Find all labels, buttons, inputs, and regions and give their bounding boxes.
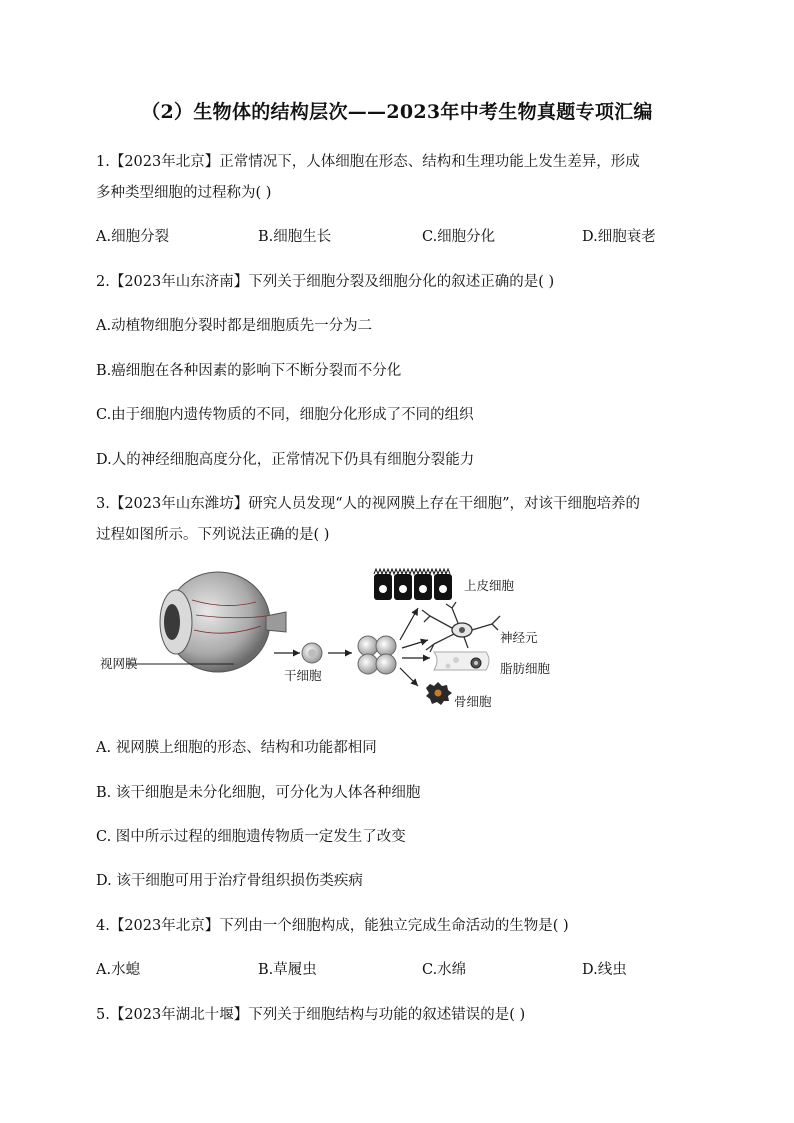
arrow-to-bone <box>400 668 418 686</box>
q2-stem: 2.【2023年山东济南】下列关于细胞分裂及细胞分化的叙述正确的是( ) <box>96 274 555 290</box>
q3-option-b: B. 该干细胞是未分化细胞，可分化为人体各种细胞 <box>96 785 421 801</box>
page-title: （2）生物体的结构层次——2023年中考生物真题专项汇编 <box>141 101 653 123</box>
q4-option-b: B.草履虫 <box>258 962 317 978</box>
dividing-cells-icon <box>358 636 396 674</box>
q3-option-c: C. 图中所示过程的细胞遗传物质一定发生了改变 <box>96 829 406 845</box>
q4-option-d: D.线虫 <box>582 962 627 978</box>
q1-option-d: D.细胞衰老 <box>582 229 656 245</box>
q3-stem-line1: 3.【2023年山东潍坊】研究人员发现“人的视网膜上存在干细胞”，对该干细胞培养的 <box>96 496 641 512</box>
q1-option-b: B.细胞生长 <box>258 229 332 245</box>
label-neuron: 神经元 <box>500 630 538 645</box>
q5-stem: 5.【2023年湖北十堰】下列关于细胞结构与功能的叙述错误的是( ) <box>96 1007 526 1023</box>
arrow-to-neuron <box>402 640 428 648</box>
label-bone: 骨细胞 <box>454 694 492 709</box>
bone-cell-icon <box>426 682 452 705</box>
eye-illustration <box>160 572 286 672</box>
q2-option-d: D.人的神经细胞高度分化，正常情况下仍具有细胞分裂能力 <box>96 452 475 468</box>
q1-option-c: C.细胞分化 <box>422 229 496 245</box>
q4-option-a: A.水螅 <box>96 962 141 978</box>
q4-stem: 4.【2023年北京】下列由一个细胞构成，能独立完成生命活动的生物是( ) <box>96 918 569 934</box>
q2-option-a: A.动植物细胞分裂时都是细胞质先一分为二 <box>96 318 373 334</box>
q3-stem-line2: 过程如图所示。下列说法正确的是( ) <box>96 527 330 543</box>
q1-stem-line1: 1.【2023年北京】正常情况下，人体细胞在形态、结构和生理功能上发生差异，形成 <box>96 154 640 170</box>
q1-stem-line2: 多种类型细胞的过程称为( ) <box>96 185 272 201</box>
label-retina: 视网膜 <box>100 656 138 671</box>
label-fat: 脂肪细胞 <box>500 661 551 676</box>
epithelial-cells-icon <box>374 569 452 600</box>
q2-option-b: B.癌细胞在各种因素的影响下不断分裂而不分化 <box>96 363 402 379</box>
q3-option-a: A. 视网膜上细胞的形态、结构和功能都相同 <box>96 740 377 756</box>
q2-option-c: C.由于细胞内遗传物质的不同，细胞分化形成了不同的组织 <box>96 407 474 423</box>
arrow-to-epithelial <box>400 608 418 640</box>
q3-option-d: D. 该干细胞可用于治疗骨组织损伤类疾病 <box>96 873 363 889</box>
label-epithelial: 上皮细胞 <box>464 578 515 593</box>
label-stem-cell: 干细胞 <box>284 668 322 683</box>
q4-option-c: C.水绵 <box>422 962 467 978</box>
neuron-icon <box>422 602 500 652</box>
fat-cells-icon <box>434 652 489 670</box>
stem-cell-diagram <box>96 560 606 720</box>
q1-option-a: A.细胞分裂 <box>96 229 170 245</box>
